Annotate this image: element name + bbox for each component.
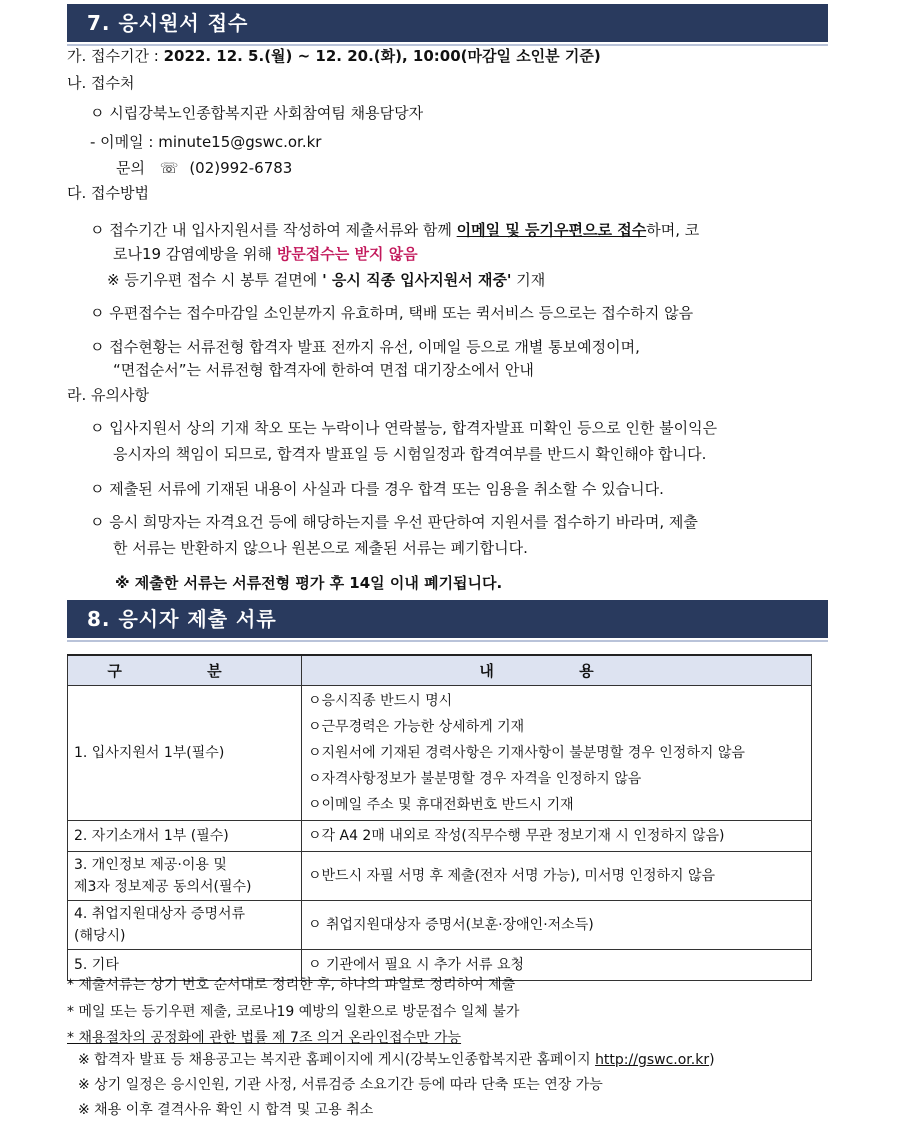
phone-number: (02)992-6783 <box>189 159 293 177</box>
email-label: - 이메일 : <box>90 133 154 151</box>
envelope-note-text: ※ 등기우편 접수 시 봉투 겉면에 <box>107 271 323 289</box>
telephone-icon: ☏ <box>159 159 179 177</box>
list-item: ㅇ근무경력은 가능한 상세하게 기재 <box>308 718 525 735</box>
caution-item-1-line-2: 응시자의 책임이 되므로, 합격자 발표일 등 시험일정과 합격여부를 반드시 확인해야 합니다. <box>113 445 707 463</box>
table-row <box>68 820 812 851</box>
method-item-1 <box>90 220 699 240</box>
method-item-1-text: ㅇ 접수기간 내 입사지원서를 작성하여 제출서류와 함께 <box>90 221 457 239</box>
list-item: ㅇ이메일 주소 및 휴대전화번호 반드시 기재 <box>308 796 574 813</box>
envelope-note <box>107 270 545 290</box>
method-item-3-line-2: “면접순서”는 서류전형 합격자에 한하여 면접 대기장소에서 안내 <box>113 361 534 379</box>
method-item-3: ㅇ 접수현황는 서류전형 합격자 발표 전까지 유선, 이메일 등으로 개별 통보예정이며, <box>90 338 640 356</box>
list-item: ㅇ응시직종 반드시 명시 <box>308 692 453 709</box>
period-label: 가. 접수기간 : <box>67 47 159 65</box>
caution-item-3: ㅇ 응시 희망자는 자격요건 등에 해당하는지를 우선 판단하여 지원서를 접수하기 바라며, 제출 <box>90 513 698 531</box>
row-3-category <box>68 851 302 900</box>
row-3-category-line-2: 제3자 정보제공 동의서(필수) <box>74 878 252 895</box>
note-5: ※ 상기 일정은 응시인원, 기관 사정, 서류검증 소요기간 등에 따라 단축 또는 연장 가능 <box>78 1077 603 1093</box>
caution-item-3-line-2: 한 서류는 반환하지 않으나 원본으로 제출된 서류는 폐기합니다. <box>113 539 528 557</box>
phone-line <box>116 158 292 178</box>
email-link[interactable]: minute15@gswc.or.kr <box>158 133 322 151</box>
row-3-content: ㅇ반드시 자필 서명 후 제출(전자 서명 가능), 미서명 인정하지 않음 <box>302 851 812 900</box>
method-item-1-line-2 <box>113 244 418 264</box>
note-1: * 제출서류는 상기 번호 순서대로 정리한 후, 하나의 파일로 정리하여 제출 <box>67 977 516 993</box>
note-6: ※ 채용 이후 결격사유 확인 시 합격 및 고용 취소 <box>78 1102 374 1118</box>
receiver-heading: 나. 접수처 <box>67 74 135 92</box>
note-3: * 채용절차의 공정화에 관한 법률 제 7조 의거 온라인접수만 가능 <box>67 1030 462 1046</box>
method-item-1-emphasis: 이메일 및 등기우편으로 접수 <box>456 221 647 239</box>
phone-label: 문의 <box>116 159 145 177</box>
row-2-content: ㅇ각 A4 2매 내외로 작성(직무수행 무관 정보기재 시 인정하지 않음) <box>302 820 812 851</box>
homepage-link[interactable]: http://gswc.or.kr <box>595 1052 710 1068</box>
row-4-category-line-1: 4. 취업지원대상자 증명서류 <box>74 905 246 922</box>
row-2-category: 2. 자기소개서 1부 (필수) <box>68 820 302 851</box>
section-7-title: 7. 응시원서 접수 <box>67 4 828 42</box>
period-value: 2022. 12. 5.(월) ~ 12. 20.(화), 10:00(마감일 소인분 기준) <box>163 47 601 65</box>
disposal-note: ※ 제출한 서류는 서류전형 평가 후 14일 이내 폐기됩니다. <box>115 574 503 592</box>
no-visit-emphasis: 방문접수는 받지 않음 <box>276 245 418 263</box>
list-item: ㅇ자격사항정보가 불분명할 경우 자격을 인정하지 않음 <box>308 770 642 787</box>
documents-table <box>67 654 812 981</box>
caution-item-2: ㅇ 제출된 서류에 기재된 내용이 사실과 다를 경우 합격 또는 임용을 취소할 수 있습니다. <box>90 480 664 498</box>
method-item-2: ㅇ 우편접수는 접수마감일 소인분까지 유효하며, 택배 또는 퀵서비스 등으로는 접수하지 않음 <box>90 304 694 322</box>
note-2: * 메일 또는 등기우편 제출, 코로나19 예방의 일환으로 방문접수 일체 불가 <box>67 1004 520 1020</box>
period-line <box>67 46 601 66</box>
row-4-category <box>68 900 302 949</box>
table-row <box>68 900 812 949</box>
header-category: 구 분 <box>68 655 302 685</box>
caution-heading: 라. 유의사항 <box>67 386 149 404</box>
method-item-1-tail: 하며, 코 <box>646 221 700 239</box>
note-4 <box>78 1050 715 1070</box>
header-content: 내 용 <box>302 655 812 685</box>
caution-item-1: ㅇ 입사지원서 상의 기재 착오 또는 누락이나 연락불능, 합격자발표 미확인 등으로 인한 불이익은 <box>90 419 718 437</box>
row-1-category: 1. 입사지원서 1부(필수) <box>68 685 302 820</box>
row-1-content <box>302 685 812 820</box>
table-row <box>68 685 812 820</box>
row-5-category: 5. 기타 <box>68 949 302 980</box>
note-4-text: ※ 합격자 발표 등 채용공고는 복지관 홈페이지에 게시(강북노인종합복지관 홈페이지 <box>78 1052 596 1068</box>
receiver-item: ㅇ 시립강북노인종합복지관 사회참여팀 채용담당자 <box>90 104 424 122</box>
envelope-note-tail: 기재 <box>511 271 546 289</box>
list-item: ㅇ지원서에 기재된 경력사항은 기재사항이 불분명할 경우 인정하지 않음 <box>308 744 745 761</box>
note-4-tail: ) <box>709 1052 715 1068</box>
method-item-1-line-2-text: 로나19 감염예방을 위해 <box>113 245 277 263</box>
section-8-title: 8. 응시자 제출 서류 <box>67 600 828 638</box>
email-line <box>90 132 321 152</box>
table-row <box>68 851 812 900</box>
method-heading: 다. 접수방법 <box>67 184 149 202</box>
row-4-category-line-2: (해당시) <box>74 927 126 944</box>
table-header-row <box>68 655 812 685</box>
row-5-content: ㅇ 기관에서 필요 시 추가 서류 요청 <box>302 949 812 980</box>
row-4-content: ㅇ 취업지원대상자 증명서(보훈·장애인·저소득) <box>302 900 812 949</box>
envelope-note-emphasis: ' 응시 직종 입사지원서 재중' <box>322 271 512 289</box>
row-3-category-line-1: 3. 개인정보 제공·이용 및 <box>74 856 227 873</box>
